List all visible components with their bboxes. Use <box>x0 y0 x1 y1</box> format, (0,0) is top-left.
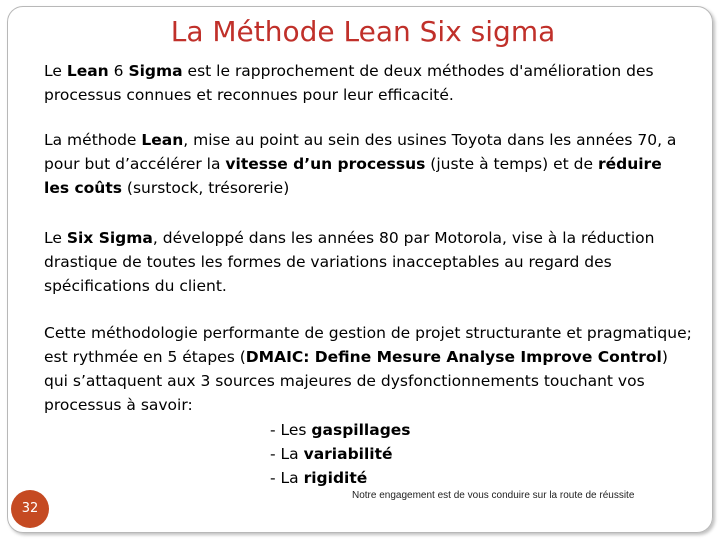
paragraph-methodology: Cette méthodologie performante de gestion de projet structurante et pragmatique; est rythmée en 5 étapes (DMAIC: Define Mesure Analyse Improve Control) qui s’attaquent aux 3 sources majeures de dysfonctionnements touchant vos processus à savoir: <box>44 324 692 414</box>
paragraph-lean: La méthode Lean, mise au point au sein des usines Toyota dans les années 70, a pour but d’accélérer la vitesse d’un processus (juste à temps) et de réduire les coûts (surstock, trésorerie) <box>44 131 677 197</box>
bullet-list <box>270 418 411 490</box>
list-item: - Les gaspillages <box>270 421 411 439</box>
paragraph-lean-six-sigma: Le Lean 6 Sigma est le rapprochement de deux méthodes d'amélioration des processus connues et reconnues pour leur efficacité. <box>44 62 654 104</box>
list-item: - La variabilité <box>270 445 393 463</box>
page-number-badge: 32 <box>11 490 49 528</box>
slide-title: La Méthode Lean Six sigma <box>170 15 556 48</box>
footer-text: Notre engagement est de vous conduire sur la route de réussite <box>352 490 635 501</box>
list-item: - La rigidité <box>270 469 368 487</box>
paragraph-six-sigma: Le Six Sigma, développé dans les années 80 par Motorola, vise à la réduction drastique de toutes les formes de variations inacceptables au regard des spécifications du client. <box>44 229 655 295</box>
